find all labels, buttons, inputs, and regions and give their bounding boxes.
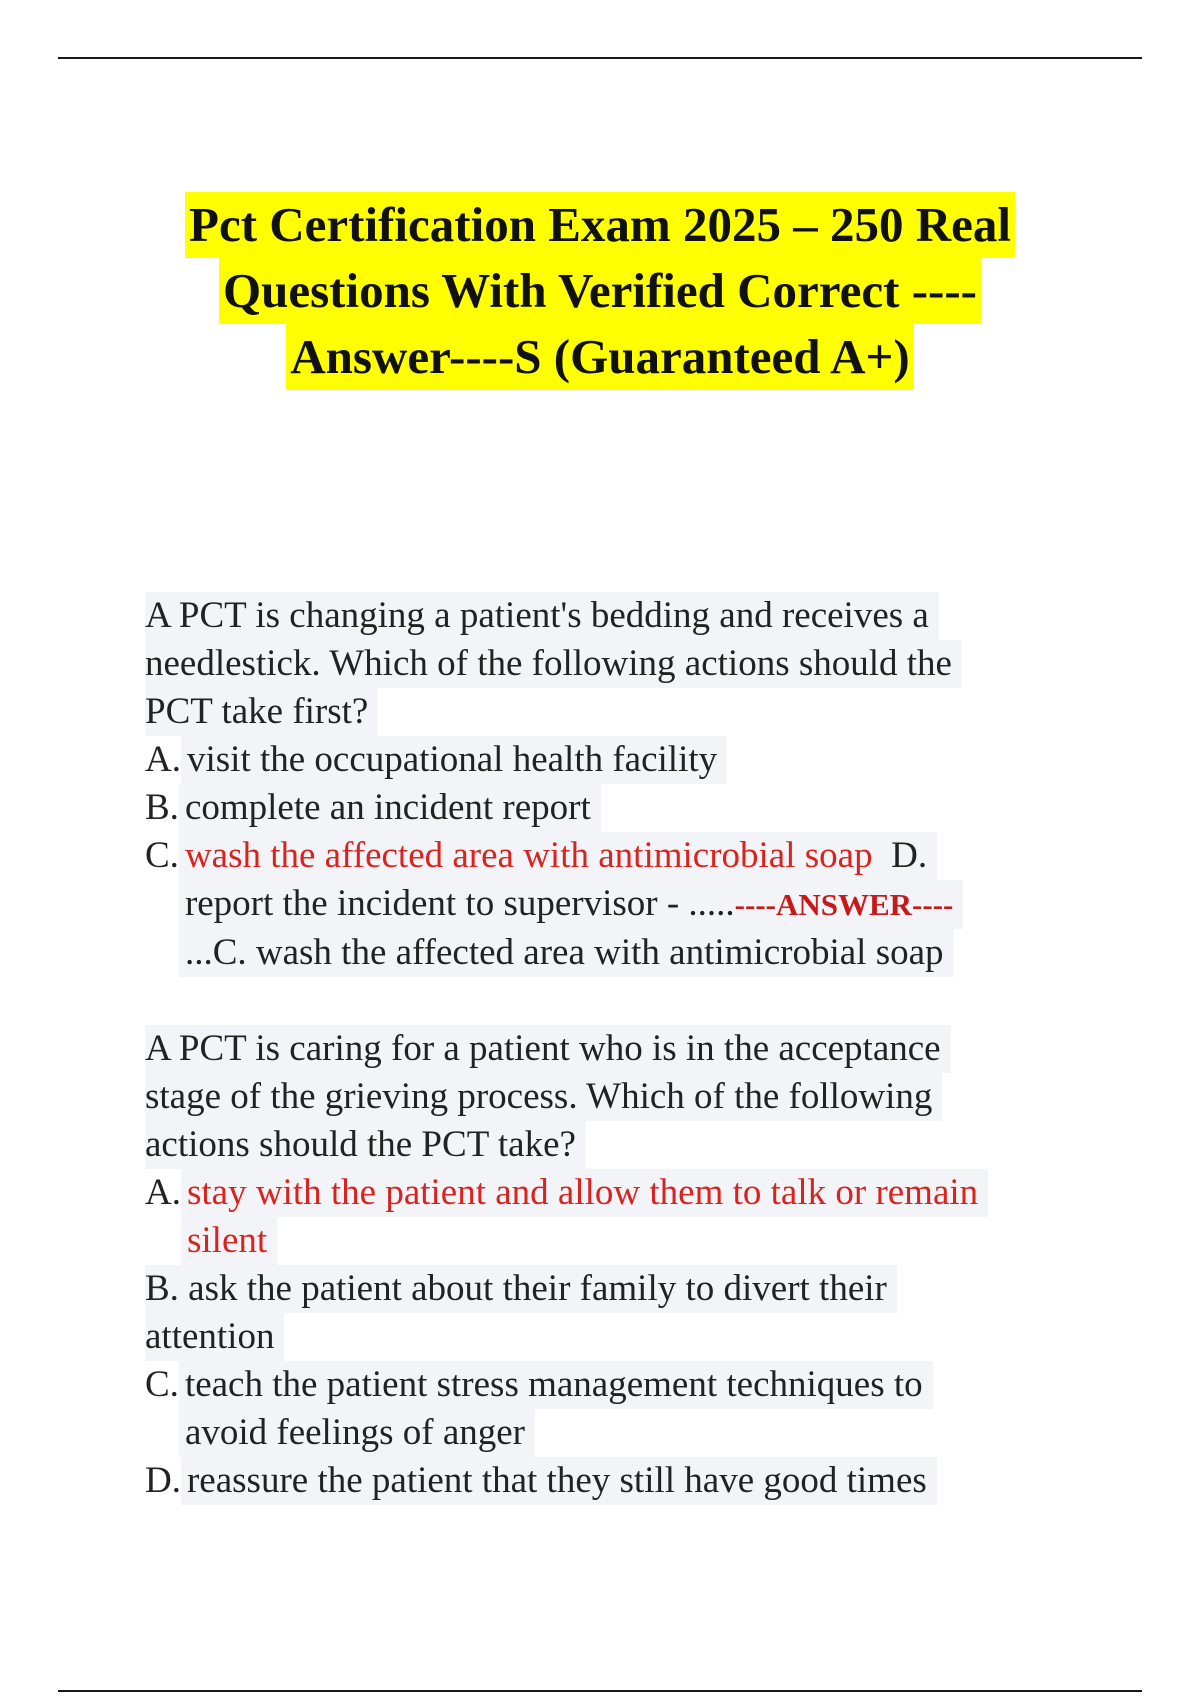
question-2-option-d [145,1457,1075,1505]
question-2-stem-line-2: stage of the grieving process. Which of the following [145,1073,942,1121]
question-1-stem-line-1: A PCT is changing a patient's bedding and receives a [145,592,939,640]
question-1 [145,592,1075,977]
option-letter: B. [145,787,179,828]
option-b-line-1: B. ask the patient about their family to divert their [145,1265,897,1313]
title-line-1: Pct Certification Exam 2025 – 250 Real [185,192,1015,258]
top-rule [58,57,1142,59]
question-1-option-b [145,784,1075,832]
option-text: reassure the patient that they still have good times [181,1457,937,1505]
question-2-option-c [145,1361,1075,1457]
question-2-option-b [145,1265,1075,1361]
option-text: visit the occupational health facility [181,736,727,784]
option-d-letter: D. [891,835,928,876]
question-1-stem-line-3: PCT take first? [145,688,378,736]
title-line-2: Questions With Verified Correct ---- [219,258,981,324]
question-2-stem-line-1: A PCT is caring for a patient who is in the acceptance [145,1025,951,1073]
option-letter: A. [145,1172,181,1213]
option-c-line-2: avoid feelings of anger [179,1409,535,1457]
question-1-option-a [145,736,1075,784]
option-letter: C. [145,1364,179,1405]
question-list [145,592,1075,1505]
title-line-3: Answer----S (Guaranteed A+) [286,324,913,390]
question-2-option-a [145,1169,1075,1265]
question-1-stem-line-2: needlestick. Which of the following actions should the [145,640,962,688]
option-text: complete an incident report [179,784,601,832]
answer-marker: ----ANSWER---- [734,887,954,922]
correct-answer-line-1: stay with the patient and allow them to talk or remain [181,1169,988,1217]
correct-answer-text: wash the affected area with antimicrobial soap [184,835,873,876]
document-title [0,192,1200,390]
bottom-rule [58,1690,1142,1692]
question-2 [145,1025,1075,1505]
option-b-line-2: attention [145,1313,284,1361]
question-2-stem-line-3: actions should the PCT take? [145,1121,586,1169]
option-letter: D. [145,1460,181,1501]
correct-answer-line-2: silent [181,1217,277,1265]
option-c-line-2 [179,880,963,929]
option-c-line-1: teach the patient stress management techniques to [179,1361,933,1409]
question-1-option-c [145,832,1075,977]
option-c-line-1 [179,832,937,880]
option-letter: C. [145,835,179,876]
option-d-text: report the incident to supervisor - ..... [184,883,735,924]
answer-explanation: ...C. wash the affected area with antimicrobial soap [179,929,954,977]
option-letter: A. [145,739,181,780]
